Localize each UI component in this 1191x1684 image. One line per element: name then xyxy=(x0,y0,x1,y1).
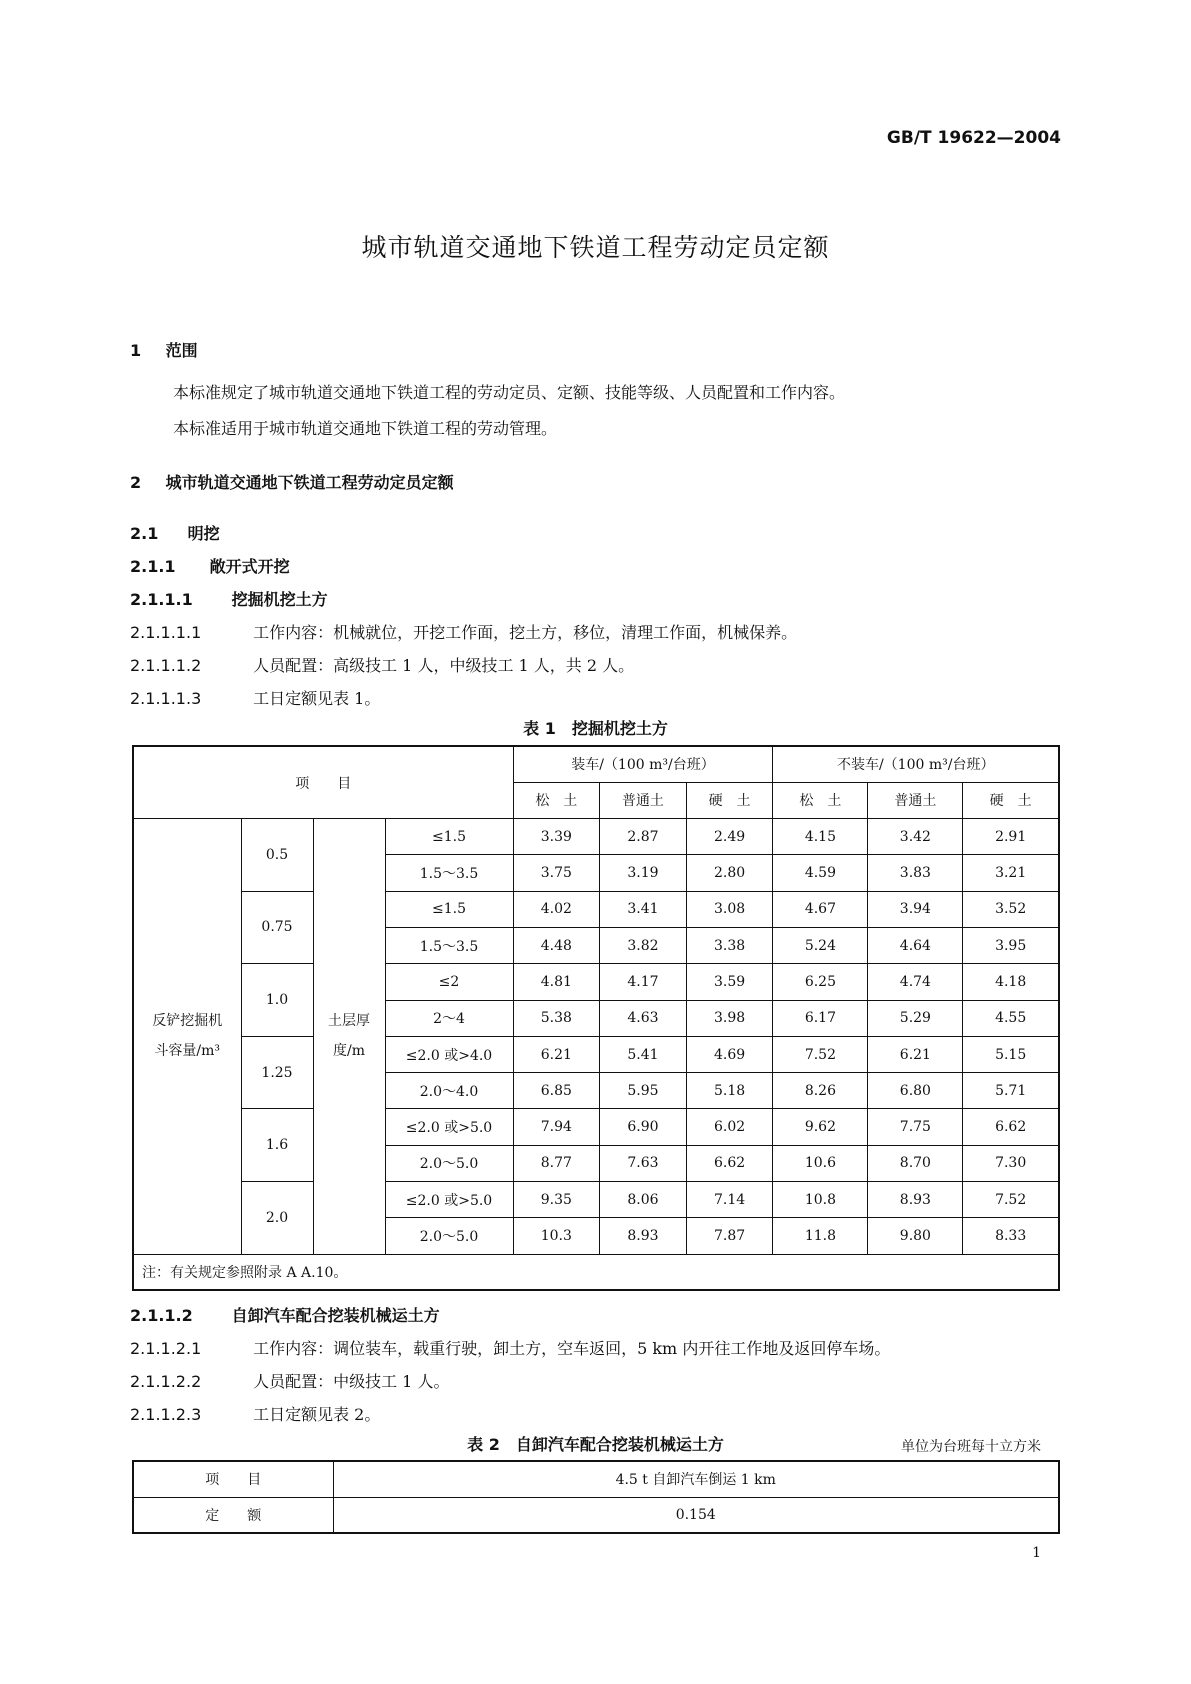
value-cell: 3.94 xyxy=(868,891,963,927)
value-cell: 6.21 xyxy=(868,1036,963,1072)
value-cell: 2.87 xyxy=(600,819,687,855)
value-cell: 5.95 xyxy=(600,1073,687,1109)
section-number: 2.1.1.1 xyxy=(130,590,193,609)
scope-paragraph-1: 本标准规定了城市轨道交通地下铁道工程的劳动定员、定额、技能等级、人员配置和工作内容。 xyxy=(173,383,846,402)
section-2-1-1-2-heading xyxy=(130,1303,440,1326)
section-title: 敞开式开挖 xyxy=(209,557,290,576)
clause-number: 2.1.1.1.3 xyxy=(130,689,202,708)
depth-range: 2.0～5.0 xyxy=(385,1218,513,1254)
depth-range: 1.5～3.5 xyxy=(385,855,513,891)
value-cell: 4.55 xyxy=(963,1000,1059,1036)
value-cell: 4.64 xyxy=(868,927,963,963)
value-cell: 8.26 xyxy=(773,1073,868,1109)
value-cell: 2.91 xyxy=(963,819,1059,855)
value-cell: 3.39 xyxy=(513,819,600,855)
bucket-capacity: 1.25 xyxy=(241,1036,313,1109)
scope-paragraph-2: 本标准适用于城市轨道交通地下铁道工程的劳动管理。 xyxy=(173,419,558,438)
value-cell: 11.8 xyxy=(773,1218,868,1254)
value-cell: 4.15 xyxy=(773,819,868,855)
clause-text: 人员配置：高级技工 1 人，中级技工 1 人，共 2 人。 xyxy=(253,656,635,675)
value-cell: 10.8 xyxy=(773,1182,868,1218)
value-cell: 9.80 xyxy=(868,1218,963,1254)
table-row xyxy=(133,1036,1059,1072)
section-number: 2.1.1 xyxy=(130,557,176,576)
clause-text: 工日定额见表 2。 xyxy=(253,1405,381,1424)
depth-range: ≤2 xyxy=(385,964,513,1000)
value-cell: 7.75 xyxy=(868,1109,963,1145)
value-cell: 3.82 xyxy=(600,927,687,963)
bucket-capacity: 0.5 xyxy=(241,819,313,892)
value-cell: 7.52 xyxy=(963,1182,1059,1218)
table-row xyxy=(133,1109,1059,1145)
row-value: 0.154 xyxy=(333,1497,1059,1533)
value-cell: 4.67 xyxy=(773,891,868,927)
table-row xyxy=(133,1461,1059,1497)
standard-code: GB/T 19622—2004 xyxy=(886,128,1061,148)
value-cell: 3.08 xyxy=(686,891,773,927)
bucket-capacity: 2.0 xyxy=(241,1182,313,1255)
value-cell: 6.25 xyxy=(773,964,868,1000)
value-cell: 6.62 xyxy=(963,1109,1059,1145)
depth-range: ≤1.5 xyxy=(385,819,513,855)
value-cell: 4.17 xyxy=(600,964,687,1000)
value-cell: 6.17 xyxy=(773,1000,868,1036)
header-soil-hard: 硬 土 xyxy=(963,782,1059,818)
row-label: 项 目 xyxy=(133,1461,333,1497)
value-cell: 7.30 xyxy=(963,1145,1059,1181)
value-cell: 8.93 xyxy=(600,1218,687,1254)
table-2-unit: 单位为台班每十立方米 xyxy=(901,1439,1041,1455)
value-cell: 2.80 xyxy=(686,855,773,891)
excavator-bucket-label: 反铲挖掘机斗容量/m³ xyxy=(133,819,241,1255)
clause-2-1-1-1-1 xyxy=(130,620,797,643)
header-soil-hard: 硬 土 xyxy=(686,782,773,818)
table-1 xyxy=(132,745,1060,1291)
value-cell: 4.18 xyxy=(963,964,1059,1000)
section-1-heading xyxy=(130,338,198,361)
value-cell: 3.59 xyxy=(686,964,773,1000)
section-title: 城市轨道交通地下铁道工程劳动定员定额 xyxy=(165,473,454,492)
value-cell: 5.15 xyxy=(963,1036,1059,1072)
header-soil-normal: 普通土 xyxy=(868,782,963,818)
value-cell: 5.38 xyxy=(513,1000,600,1036)
clause-text: 工作内容：调位装车，载重行驶，卸土方，空车返回，5 km 内开往工作地及返回停车场。 xyxy=(253,1339,891,1358)
value-cell: 5.18 xyxy=(686,1073,773,1109)
value-cell: 3.95 xyxy=(963,927,1059,963)
value-cell: 9.62 xyxy=(773,1109,868,1145)
table-row xyxy=(133,891,1059,927)
value-cell: 3.21 xyxy=(963,855,1059,891)
clause-text: 工作内容：机械就位，开挖工作面，挖土方，移位，清理工作面，机械保养。 xyxy=(253,623,798,642)
value-cell: 6.90 xyxy=(600,1109,687,1145)
value-cell: 7.94 xyxy=(513,1109,600,1145)
table-2-caption: 表 2 自卸汽车配合挖装机械运土方 xyxy=(467,1435,724,1454)
bucket-capacity: 1.0 xyxy=(241,964,313,1037)
header-loading-group: 装车/（100 m³/台班） xyxy=(513,746,773,782)
value-cell: 7.14 xyxy=(686,1182,773,1218)
header-soil-loose: 松 土 xyxy=(513,782,600,818)
table-1-caption: 表 1 挖掘机挖土方 xyxy=(523,719,668,738)
clause-2-1-1-2-3 xyxy=(130,1402,380,1425)
table-row xyxy=(133,1182,1059,1218)
value-cell: 8.93 xyxy=(868,1182,963,1218)
depth-range: 2.0～4.0 xyxy=(385,1073,513,1109)
depth-range: ≤2.0 或>4.0 xyxy=(385,1036,513,1072)
value-cell: 10.3 xyxy=(513,1218,600,1254)
value-cell: 7.87 xyxy=(686,1218,773,1254)
clause-number: 2.1.1.1.2 xyxy=(130,656,202,675)
bucket-capacity: 1.6 xyxy=(241,1109,313,1182)
clause-2-1-1-1-3 xyxy=(130,686,380,709)
clause-2-1-1-2-2 xyxy=(130,1369,449,1392)
clause-number: 2.1.1.1.1 xyxy=(130,623,202,642)
value-cell: 3.98 xyxy=(686,1000,773,1036)
value-cell: 4.63 xyxy=(600,1000,687,1036)
depth-range: 2～4 xyxy=(385,1000,513,1036)
table-row xyxy=(133,819,1059,855)
page-number: 1 xyxy=(1032,1545,1041,1561)
section-2-1-1-1-heading xyxy=(130,587,328,610)
value-cell: 2.49 xyxy=(686,819,773,855)
depth-range: ≤1.5 xyxy=(385,891,513,927)
section-number: 1 xyxy=(130,341,142,360)
value-cell: 10.6 xyxy=(773,1145,868,1181)
depth-range: 2.0～5.0 xyxy=(385,1145,513,1181)
value-cell: 5.29 xyxy=(868,1000,963,1036)
value-cell: 7.52 xyxy=(773,1036,868,1072)
value-cell: 3.42 xyxy=(868,819,963,855)
header-soil-loose: 松 土 xyxy=(773,782,868,818)
value-cell: 5.71 xyxy=(963,1073,1059,1109)
clause-2-1-1-1-2 xyxy=(130,653,634,676)
value-cell: 4.69 xyxy=(686,1036,773,1072)
value-cell: 4.74 xyxy=(868,964,963,1000)
document-title: 城市轨道交通地下铁道工程劳动定员定额 xyxy=(361,233,830,262)
section-number: 2.1 xyxy=(130,524,159,543)
value-cell: 6.02 xyxy=(686,1109,773,1145)
table-row xyxy=(133,964,1059,1000)
value-cell: 9.35 xyxy=(513,1182,600,1218)
value-cell: 8.06 xyxy=(600,1182,687,1218)
header-item: 项 目 xyxy=(133,746,513,819)
value-cell: 6.85 xyxy=(513,1073,600,1109)
value-cell: 6.21 xyxy=(513,1036,600,1072)
row-value: 4.5 t 自卸汽车倒运 1 km xyxy=(333,1461,1059,1497)
section-title: 挖掘机挖土方 xyxy=(231,590,328,609)
clause-text: 工日定额见表 1。 xyxy=(253,689,381,708)
value-cell: 8.77 xyxy=(513,1145,600,1181)
section-number: 2 xyxy=(130,473,142,492)
section-2-heading xyxy=(130,470,454,493)
depth-range: ≤2.0 或>5.0 xyxy=(385,1182,513,1218)
value-cell: 4.48 xyxy=(513,927,600,963)
clause-2-1-1-2-1 xyxy=(130,1336,890,1359)
section-2-1-heading xyxy=(130,521,220,544)
clause-number: 2.1.1.2.3 xyxy=(130,1405,202,1424)
value-cell: 4.81 xyxy=(513,964,600,1000)
table-2 xyxy=(132,1460,1060,1534)
section-title: 自卸汽车配合挖装机械运土方 xyxy=(231,1306,440,1325)
value-cell: 5.24 xyxy=(773,927,868,963)
section-number: 2.1.1.2 xyxy=(130,1306,193,1325)
table-note: 注：有关规定参照附录 A A.10。 xyxy=(133,1254,1059,1290)
value-cell: 3.41 xyxy=(600,891,687,927)
value-cell: 3.75 xyxy=(513,855,600,891)
value-cell: 4.02 xyxy=(513,891,600,927)
value-cell: 5.41 xyxy=(600,1036,687,1072)
value-cell: 8.33 xyxy=(963,1218,1059,1254)
clause-number: 2.1.1.2.1 xyxy=(130,1339,202,1358)
value-cell: 3.52 xyxy=(963,891,1059,927)
table-row xyxy=(133,1497,1059,1533)
header-soil-normal: 普通土 xyxy=(600,782,687,818)
clause-text: 人员配置：中级技工 1 人。 xyxy=(253,1372,450,1391)
soil-depth-label: 土层厚度/m xyxy=(313,819,385,1255)
value-cell: 7.63 xyxy=(600,1145,687,1181)
value-cell: 3.83 xyxy=(868,855,963,891)
value-cell: 8.70 xyxy=(868,1145,963,1181)
bucket-capacity: 0.75 xyxy=(241,891,313,964)
row-label: 定 额 xyxy=(133,1497,333,1533)
depth-range: ≤2.0 或>5.0 xyxy=(385,1109,513,1145)
value-cell: 3.38 xyxy=(686,927,773,963)
value-cell: 6.80 xyxy=(868,1073,963,1109)
depth-range: 1.5～3.5 xyxy=(385,927,513,963)
section-title: 范围 xyxy=(165,341,198,360)
value-cell: 6.62 xyxy=(686,1145,773,1181)
table-note-row xyxy=(133,1254,1059,1290)
table-header-row xyxy=(133,746,1059,782)
clause-number: 2.1.1.2.2 xyxy=(130,1372,202,1391)
value-cell: 4.59 xyxy=(773,855,868,891)
section-title: 明挖 xyxy=(187,524,220,543)
header-noloading-group: 不装车/（100 m³/台班） xyxy=(773,746,1059,782)
section-2-1-1-heading xyxy=(130,554,290,577)
value-cell: 3.19 xyxy=(600,855,687,891)
